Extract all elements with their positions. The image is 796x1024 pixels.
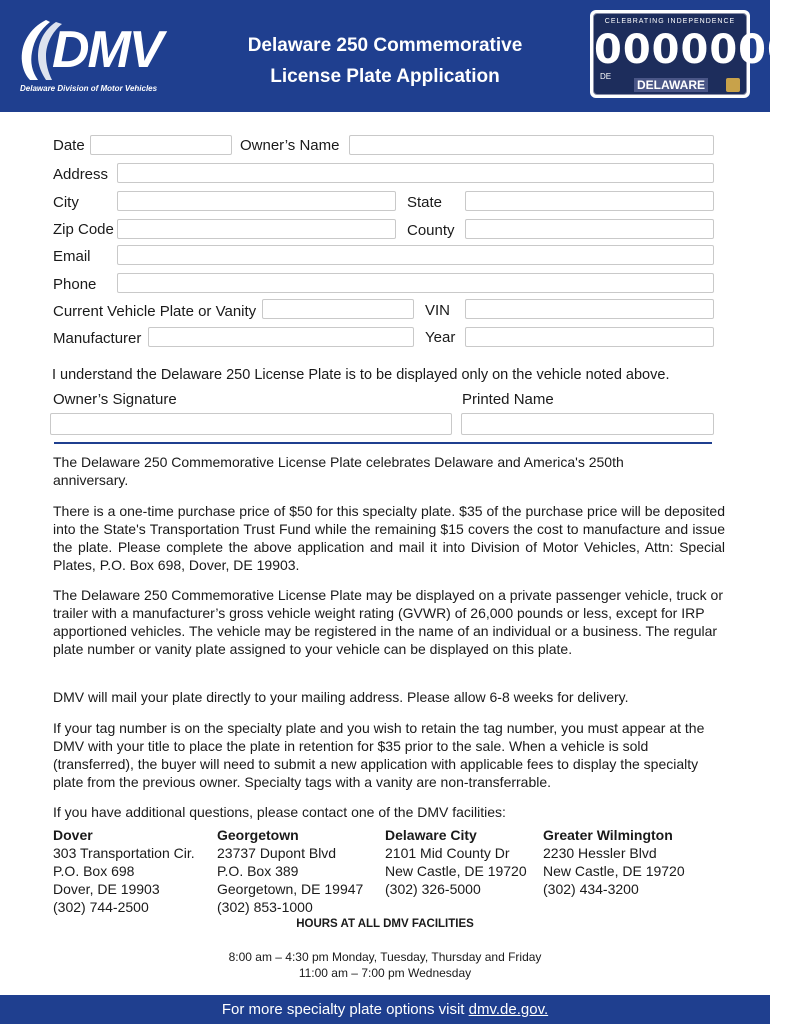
email-label: Email — [53, 248, 91, 265]
manufacturer-field[interactable] — [148, 327, 414, 347]
plate-face — [593, 13, 796, 95]
title-line-2: License Plate Application — [270, 66, 500, 87]
facility-line: New Castle, DE 19720 — [385, 863, 527, 879]
address-label: Address — [53, 166, 109, 183]
facility-line: Georgetown, DE 19947 — [217, 881, 364, 897]
zip-code-field[interactable] — [117, 219, 396, 239]
address-field[interactable] — [117, 163, 714, 183]
contact-paragraph: If you have additional questions, please contact one of the DMV facilities: — [53, 804, 506, 820]
phone-field[interactable] — [117, 273, 714, 293]
hours-block — [0, 949, 770, 981]
hours-line: 8:00 am – 4:30 pm Monday, Tuesday, Thursday and Friday — [228, 950, 542, 964]
facility-line: 303 Transportation Cir. — [53, 845, 195, 861]
facility-greater-wilmington — [543, 826, 685, 898]
printed-name-label: Printed Name — [462, 391, 554, 408]
eligibility-paragraph: The Delaware 250 Commemorative License Plate may be displayed on a private passenger vehicle, truck or trailer with a manufacturer’s gross vehicle weight rating (GVWR) of 26,000 pounds or less, except for IRP apportioned vehicles. The vehicle may be registered in the name of an individual or a business. The regular plate number or vanity plate assigned to your vehicle can be displayed on this plate. — [53, 587, 724, 657]
facility-line: New Castle, DE 19720 — [543, 863, 685, 879]
facility-line: P.O. Box 389 — [217, 863, 299, 879]
city-label: City — [53, 194, 79, 211]
city-field[interactable] — [117, 191, 396, 211]
dmv-logo — [14, 14, 194, 94]
plate-sticker-icon — [726, 78, 740, 92]
owner-name-field[interactable] — [349, 135, 714, 155]
logo-subtitle: Delaware Division of Motor Vehicles — [20, 84, 158, 93]
footer-text: For more specialty plate options visit — [221, 1001, 465, 1018]
state-label: State — [407, 194, 443, 211]
facility-line: P.O. Box 698 — [53, 863, 135, 879]
section-divider — [54, 442, 712, 444]
zip-code-label: Zip Code — [53, 221, 114, 238]
facility-line: (302) 744-2500 — [53, 899, 149, 915]
year-label: Year — [425, 329, 456, 346]
facility-line: 23737 Dupont Blvd — [217, 845, 337, 861]
display-statement: I understand the Delaware 250 License Plate is to be displayed only on the vehicle noted above. — [52, 367, 670, 383]
page-title — [230, 30, 540, 92]
facility-georgetown — [217, 826, 363, 916]
header-banner — [0, 0, 796, 112]
plate-left-text: DE — [600, 72, 612, 81]
footer-banner — [0, 995, 770, 1024]
current-plate-label: Current Vehicle Plate or Vanity — [53, 303, 257, 320]
delivery-paragraph: DMV will mail your plate directly to your mailing address. Please allow 6-8 weeks for delivery. — [53, 689, 629, 705]
facility-line: 2101 Mid County Dr — [385, 845, 510, 861]
hours-title: HOURS AT ALL DMV FACILITIES — [296, 918, 474, 930]
email-field[interactable] — [117, 245, 714, 265]
signature-field[interactable] — [50, 413, 452, 435]
printed-name-field[interactable] — [461, 413, 714, 435]
facility-delaware-city — [385, 826, 527, 898]
license-plate-image — [590, 10, 796, 98]
phone-label: Phone — [53, 276, 97, 293]
county-label: County — [407, 222, 455, 239]
retention-paragraph: If your tag number is on the specialty plate and you wish to retain the tag number, you must appear at the DMV with your title to place the plate in retention for $35 prior to the sale. When a vehicle is sold (transferred), the buyer will need to submit a new application with applicable fees to display the specialty plate from the previous owner. Specialty tags with a vanity are non-transferrable. — [53, 720, 705, 790]
vin-field[interactable] — [465, 299, 714, 319]
plate-state: DELAWARE — [634, 78, 708, 92]
year-field[interactable] — [465, 327, 714, 347]
state-field[interactable] — [465, 191, 714, 211]
facility-line: (302) 326-5000 — [385, 881, 481, 897]
facility-dover — [53, 826, 195, 916]
signature-label: Owner’s Signature — [53, 391, 177, 408]
current-plate-field[interactable] — [262, 299, 414, 319]
facility-name: Delaware City — [385, 827, 477, 843]
vin-label: VIN — [425, 302, 451, 319]
plate-top-text: CELEBRATING INDEPENDENCE — [604, 18, 736, 25]
plate-number: 0000000 — [594, 27, 796, 73]
owner-name-label: Owner’s Name — [240, 137, 340, 154]
intro-paragraph: The Delaware 250 Commemorative License Plate celebrates Delaware and America's 250th anniversary. — [53, 454, 624, 488]
facility-line: Dover, DE 19903 — [53, 881, 160, 897]
facility-name: Greater Wilmington — [543, 827, 673, 843]
facility-name: Dover — [53, 827, 93, 843]
facility-name: Georgetown — [217, 827, 299, 843]
footer-link[interactable]: dmv.de.gov. — [468, 1001, 549, 1018]
hours-line: 11:00 am – 7:00 pm Wednesday — [298, 966, 472, 980]
date-label: Date — [53, 137, 85, 154]
date-field[interactable] — [90, 135, 232, 155]
manufacturer-label: Manufacturer — [53, 330, 142, 347]
title-line-1: Delaware 250 Commemorative — [247, 35, 523, 56]
facility-line: (302) 434-3200 — [543, 881, 639, 897]
facility-line: 2230 Hessler Blvd — [543, 845, 657, 861]
price-paragraph: There is a one-time purchase price of $50 for this specialty plate. $35 of the purchase price will be deposited into the State's Transportation Trust Fund while the remaining $15 covers the cost to manufacture and issue the plate. Please complete the above application and mail it into Division of Motor Vehicles, Attn: Special Plates, P.O. Box 698, Dover, DE 19903. — [53, 503, 725, 573]
facility-line: (302) 853-1000 — [217, 899, 313, 915]
county-field[interactable] — [465, 219, 714, 239]
logo-wordmark: DMV — [52, 21, 162, 79]
